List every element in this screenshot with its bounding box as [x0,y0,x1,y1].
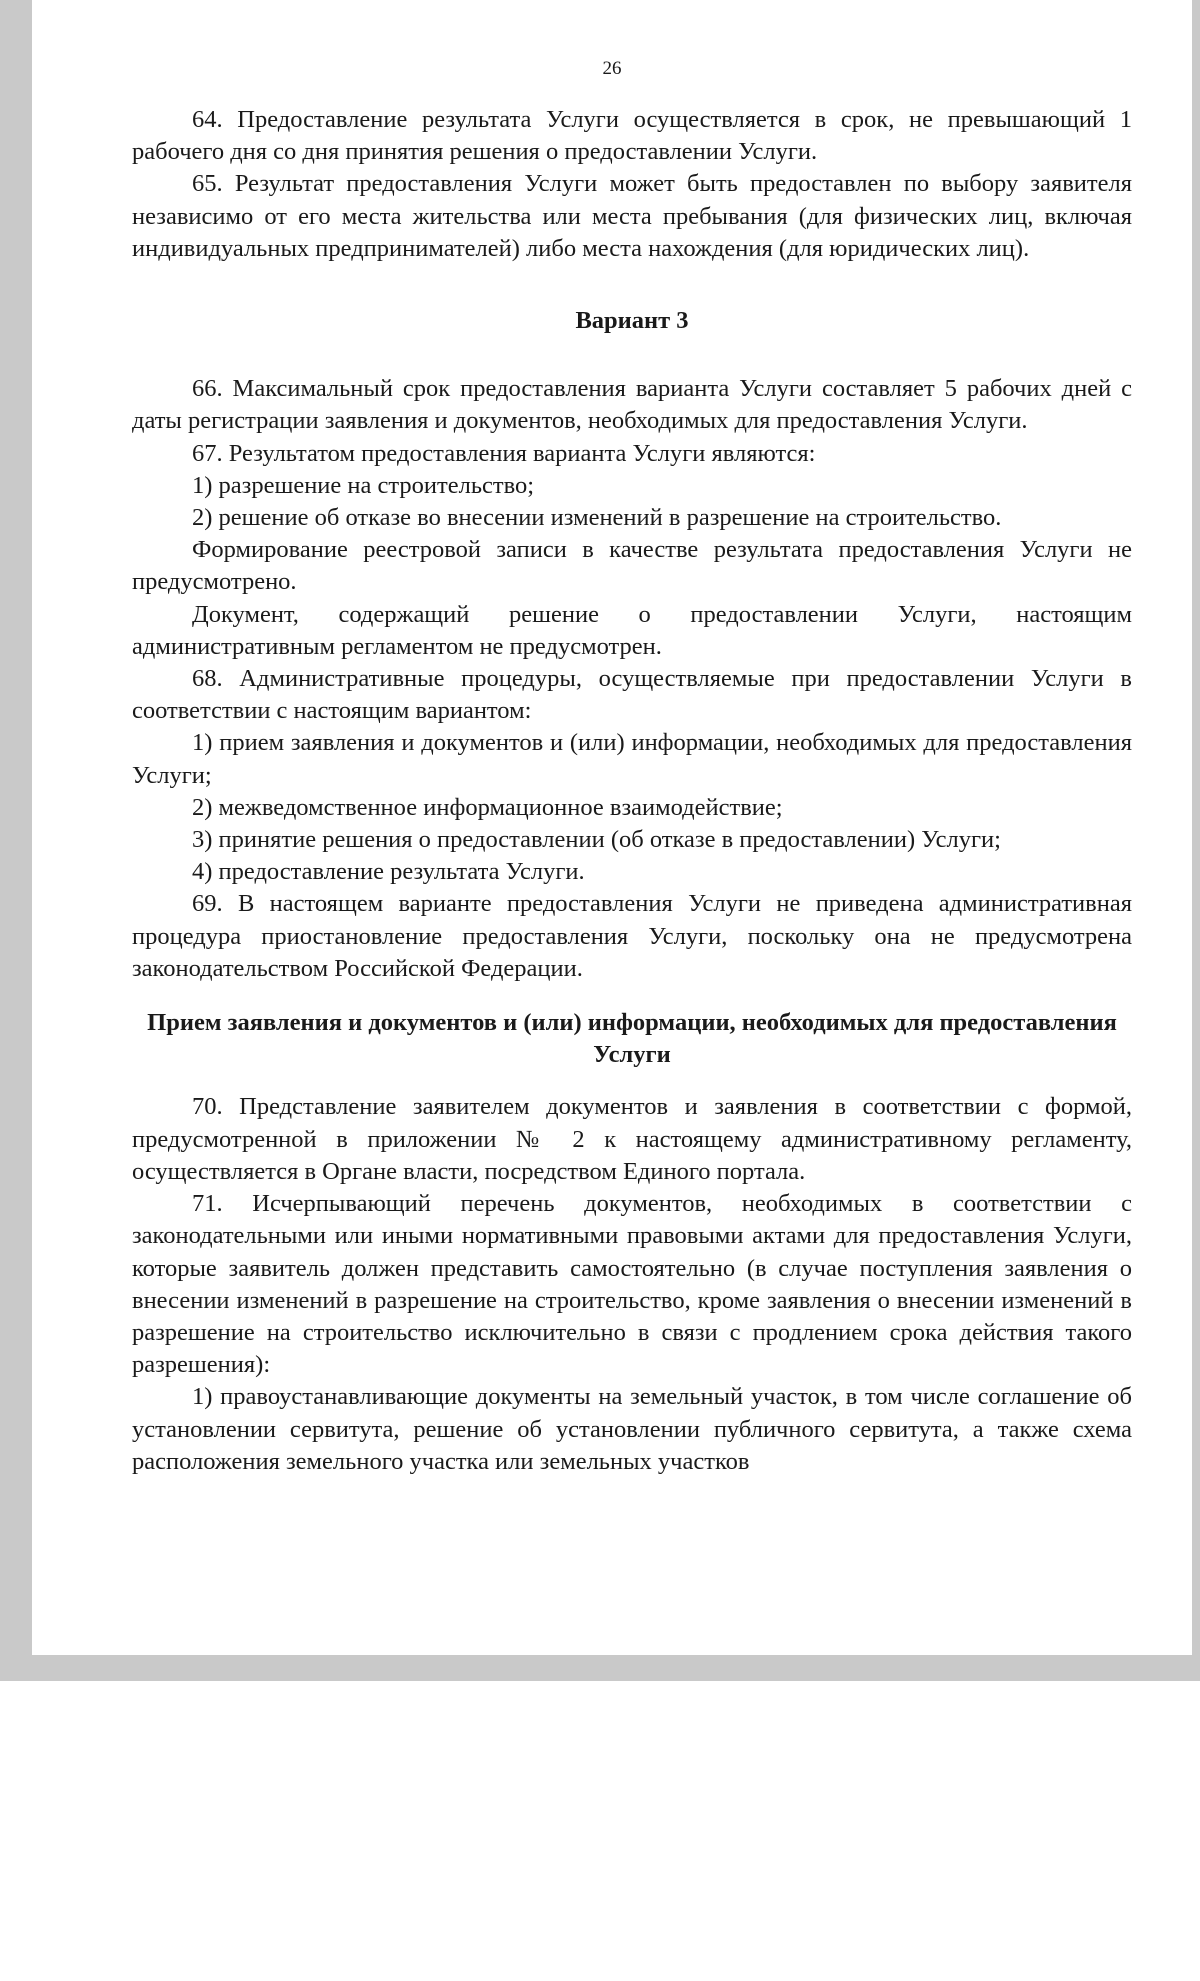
list-item-71-1: 1) правоустанавливающие документы на земельный участок, в том числе соглашение об установлении сервитута, решение об установлении публичного сервитута, а также схема расположения земельного участка или земельных участков [132,1383,1132,1475]
page-number: 26 [602,58,622,79]
heading-application-intake: Прием заявления и документов и (или) информации, необходимых для предоставления Услуги [147,1009,1117,1069]
paragraph-66: 66. Максимальный срок предоставления варианта Услуги составляет 5 рабочих дней с даты регистрации заявления и документов, необходимых для предоставления Услуги. [132,375,1132,435]
paragraph-70: 70. Представление заявителем документов и заявления в соответствии с формой, предусмотренной в приложении № 2 к настоящему административному регламенту, осуществляется в Органе власти, посредством Единого портала. [132,1093,1132,1185]
list-item-68-1: 1) прием заявления и документов и (или) информации, необходимых для предоставления Услуги; [132,729,1132,789]
paragraph-decision-document: Документ, содержащий решение о предоставлении Услуги, настоящим административным регламентом не предусмотрен. [132,600,1132,660]
paragraph-69: 69. В настоящем варианте предоставления Услуги не приведена административная процедура приостановление предоставления Услуги, поскольку она не предусмотрена законодательством Российской Федерации. [132,890,1132,982]
list-item-67-2: 2) решение об отказе во внесении изменений в разрешение на строительство. [192,504,1002,532]
paragraph-64: 64. Предоставление результата Услуги осуществляется в срок, не превышающий 1 рабочего дня со дня принятия решения о предоставлении Услуги. [132,106,1132,166]
paragraph-65: 65. Результат предоставления Услуги может быть предоставлен по выбору заявителя независимо от его места жительства или места пребывания (для физических лиц, включая индивидуальных предпринимателей) либо места нахождения (для юридических лиц). [132,170,1132,262]
paragraph-71: 71. Исчерпывающий перечень документов, необходимых в соответствии с законодательными или иными нормативными правовыми актами для предоставления Услуги, которые заявитель должен представить самостоятельно (в случае поступления заявления о внесении изменений в разрешение на строительство, кроме заявления о внесении изменений в разрешение на строительство исключительно в связи с продлением срока действия такого разрешения): [132,1190,1132,1379]
heading-variant-3: Вариант 3 [575,307,689,335]
page-content [132,104,1132,1478]
list-item-68-3: 3) принятие решения о предоставлении (об отказе в предоставлении) Услуги; [192,826,1001,854]
list-item-68-4: 4) предоставление результата Услуги. [192,858,585,886]
paragraph-registry-record: Формирование реестровой записи в качестве результата предоставления Услуги не предусмотрено. [132,536,1132,596]
document-page [32,0,1192,1655]
list-item-67-1: 1) разрешение на строительство; [192,471,535,499]
paragraph-67: 67. Результатом предоставления варианта Услуги являются: [192,439,816,467]
paragraph-68: 68. Административные процедуры, осуществляемые при предоставлении Услуги в соответствии с настоящим вариантом: [132,665,1132,725]
list-item-68-2: 2) межведомственное информационное взаимодействие; [192,793,783,821]
